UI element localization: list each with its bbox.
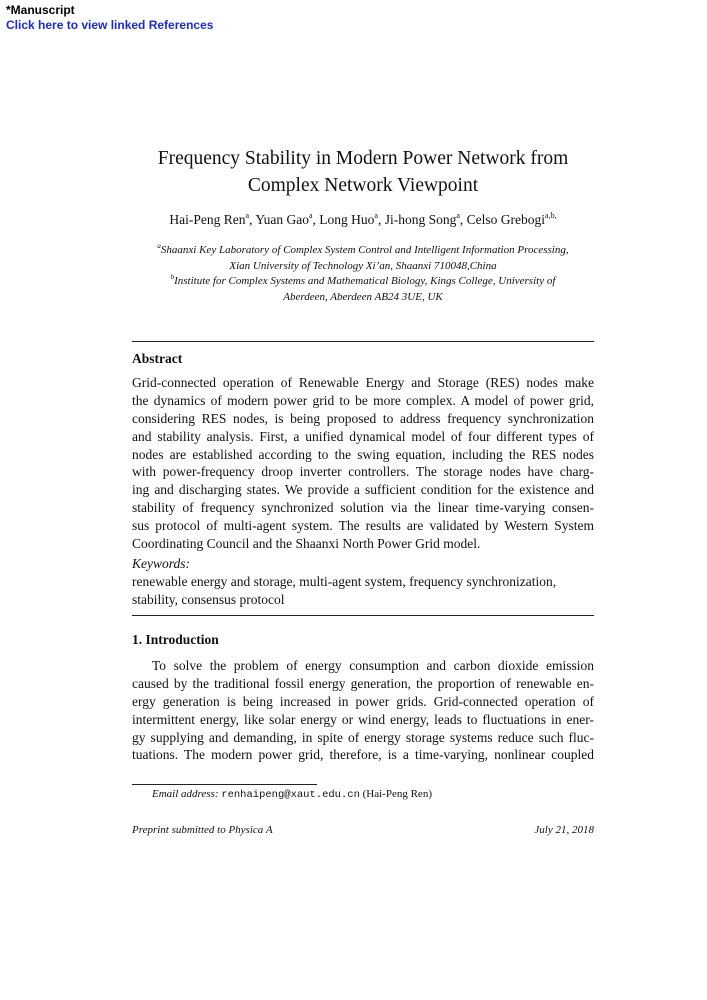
abstract-line: with power-frequency droop inverter controllers. The storage nodes have charg- xyxy=(132,464,594,480)
affiliation-a-line-1 xyxy=(132,243,594,259)
manuscript-stamp xyxy=(6,3,213,33)
author-name: Ji-hong Song xyxy=(384,212,457,227)
intro-line: intermittent energy, like solar energy or wind energy, leads to fluctuations in ener- xyxy=(132,711,594,727)
abstract-top-rule xyxy=(132,341,594,342)
abstract-line: nodes are established according to the swing equation, including the RES nodes xyxy=(132,446,594,462)
intro-line: ergy generation is being increased in power grids. Grid-connected operation of xyxy=(132,693,594,709)
footnote-rule xyxy=(132,784,317,785)
intro-line: caused by the traditional fossil energy generation, the proportion of renewable en- xyxy=(132,675,594,691)
author-affil-mark: a xyxy=(245,211,250,220)
abstract-line: the dynamics of modern power grid to be more complex. A model of power grid, xyxy=(132,392,594,408)
abstract-line: ing and discharging states. We provide a sufficient condition for the existence and xyxy=(132,482,594,498)
intro-line: To solve the problem of energy consumption and carbon dioxide emission xyxy=(152,658,594,673)
keywords-body xyxy=(132,573,594,609)
abstract-heading: Abstract xyxy=(132,351,183,366)
affiliation-b-text: Institute for Complex Systems and Mathematical Biology, Kings College, University of xyxy=(174,275,556,287)
author-affil-mark: a xyxy=(456,211,460,220)
affiliation-b-line-1 xyxy=(132,274,594,290)
abstract-line: Coordinating Council and the Shaanxi North Power Grid model. xyxy=(132,536,481,552)
author-list: Hai-Peng Ren$^a$, Yuan Gao$^a$, Long Huo$^a$, Ji-hong Song$^a$, Celso Grebogi$^{a,b,}$ xyxy=(169,211,557,227)
affiliation-b-line-2: Aberdeen, Aberdeen AB24 3UE, UK xyxy=(283,290,443,303)
affiliation-a-text: Shaanxi Key Laboratory of Complex System Control and Intelligent Information Processing, xyxy=(160,244,569,256)
footnote xyxy=(152,788,432,801)
author-name: Celso Grebogi xyxy=(466,212,546,227)
affiliation-b-mark: b xyxy=(170,273,175,281)
keywords-line: renewable energy and storage, multi-agent system, frequency synchronization, xyxy=(132,574,557,589)
author-affil-mark: a xyxy=(308,211,313,220)
affiliation-a-line-2: Xian University of Technology Xi’an, Shaanxi 710048,China xyxy=(229,259,497,272)
affiliation-a-mark: a xyxy=(157,242,161,250)
introduction-heading: 1. Introduction xyxy=(132,632,219,647)
abstract-line: Grid-connected operation of Renewable Energy and Storage (RES) nodes make xyxy=(132,375,594,390)
keywords-heading: Keywords: xyxy=(132,556,190,571)
intro-line: gy supplying and demanding, in spite of energy storage systems reduce such fluc- xyxy=(132,729,594,745)
affiliations xyxy=(132,243,594,305)
author-name: Hai-Peng Ren xyxy=(169,212,246,227)
paper-title xyxy=(132,145,594,199)
author-name: Yuan Gao xyxy=(255,212,309,227)
email-label: Email address: xyxy=(152,788,219,800)
keywords-line: stability, consensus protocol xyxy=(132,591,285,607)
intro-line: tuations. The modern power grid, therefore, is a time-varying, nonlinear coupled xyxy=(132,747,594,763)
linked-references-link[interactable]: Click here to view linked References xyxy=(6,18,214,32)
abstract-body xyxy=(132,374,594,553)
abstract-line: and stability analysis. First, a unified dynamical model of four different types of xyxy=(132,428,594,444)
abstract-bottom-rule xyxy=(132,615,594,616)
title-line-1: Frequency Stability in Modern Power Network from xyxy=(157,148,569,169)
preprint-date: July 21, 2018 xyxy=(534,824,594,836)
introduction-body xyxy=(132,657,594,764)
abstract-line: stability of frequency synchronized solution via the linear time-varying consen- xyxy=(132,500,594,516)
author-affil-mark: a xyxy=(374,211,378,220)
abstract-line: considering RES nodes, is being proposed to address frequency synchronization xyxy=(132,410,594,426)
preprint-note: Preprint submitted to Physica A xyxy=(132,824,273,836)
email-owner: (Hai-Peng Ren) xyxy=(362,788,432,800)
author-name: Long Huo xyxy=(319,212,375,227)
title-line-2: Complex Network Viewpoint xyxy=(247,175,479,196)
email-address: renhaipeng@xaut.edu.cn xyxy=(221,789,360,801)
author-affil-mark: a,b, xyxy=(545,211,557,220)
manuscript-label: *Manuscript xyxy=(6,3,75,17)
abstract-line: sus protocol of multi-agent system. The results are validated by Western System xyxy=(132,518,594,534)
